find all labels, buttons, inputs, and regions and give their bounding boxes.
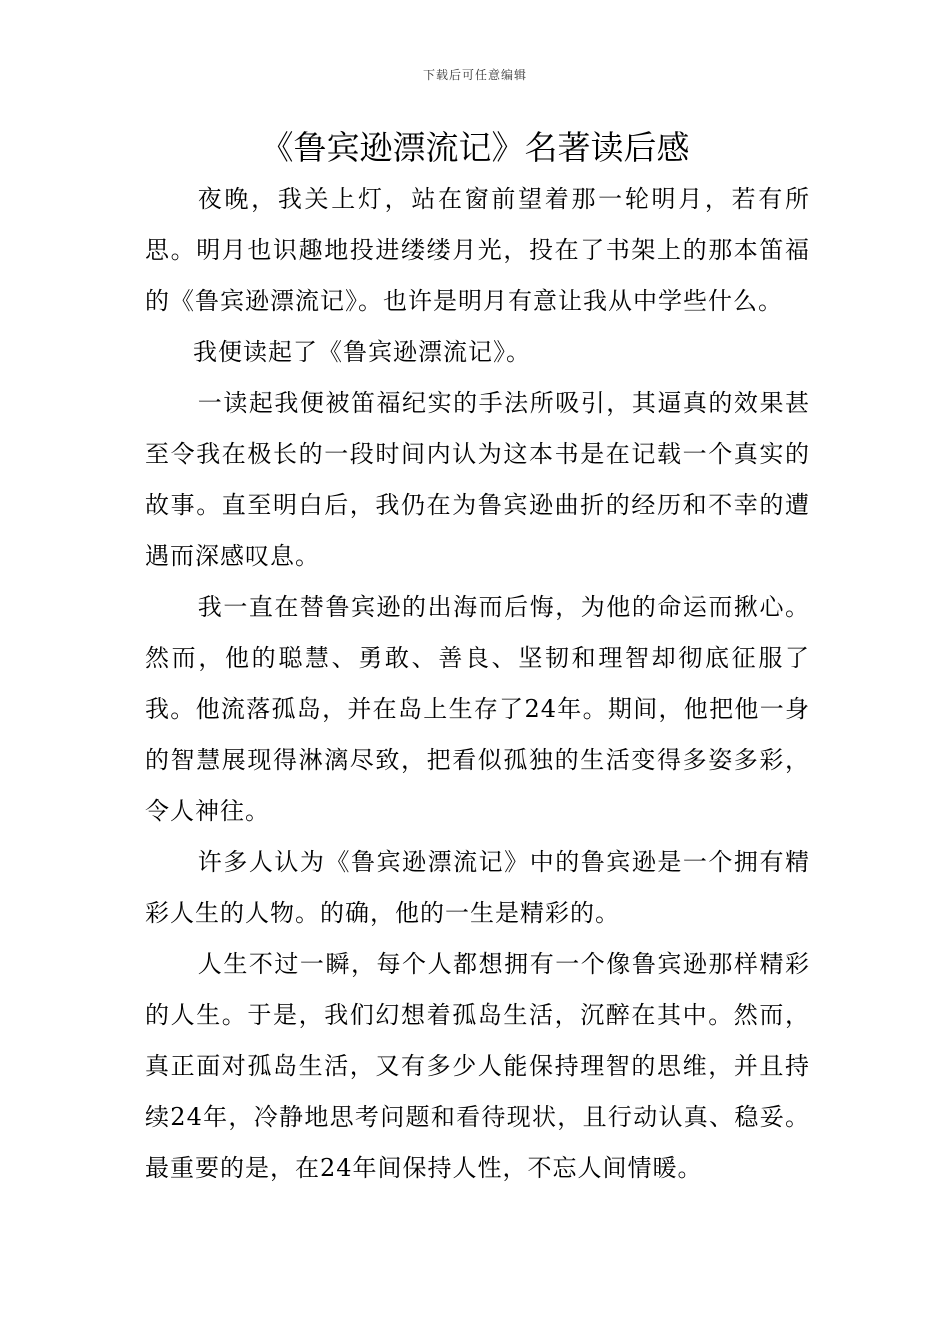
paragraph-3: 一读起我便被笛福纪实的手法所吸引，其逼真的效果甚至令我在极长的一段时间内认为这本书是在记载一个真实的故事。直至明白后，我仍在为鲁宾逊曲折的经历和不幸的遭遇而深感叹息。: [145, 389, 810, 570]
document-body: [145, 174, 810, 1194]
paragraph-2: 我便读起了《鲁宾逊漂流记》。: [193, 338, 531, 366]
paragraph-1: 夜晚，我关上灯，站在窗前望着那一轮明月，若有所思。明月也识趣地投进缕缕月光，投在了书架上的那本笛福的《鲁宾逊漂流记》。也许是明月有意让我从中学些什么。: [145, 185, 810, 315]
document-title: 《鲁宾逊漂流记》名著读后感: [260, 128, 690, 167]
paragraph-6: 人生不过一瞬，每个人都想拥有一个像鲁宾逊那样精彩的人生。于是，我们幻想着孤岛生活，沉醉在其中。然而，真正面对孤岛生活，又有多少人能保持理智的思维，并且持续24年，冷静地思考问题和看待现状，且行动认真、稳妥。最重要的是，在24年间保持人性，不忘人间情暖。: [145, 950, 810, 1182]
paragraph-4: 我一直在替鲁宾逊的出海而后悔，为他的命运而揪心。然而，他的聪慧、勇敢、善良、坚韧和理智却彻底征服了我。他流落孤岛，并在岛上生存了24年。期间，他把他一身的智慧展现得淋漓尽致，把看似孤独的生活变得多姿多彩，令人神往。: [145, 593, 810, 825]
page-header-note: 下载后可任意编辑: [422, 68, 527, 82]
paragraph-5: 许多人认为《鲁宾逊漂流记》中的鲁宾逊是一个拥有精彩人生的人物。的确，他的一生是精彩的。: [145, 848, 810, 927]
